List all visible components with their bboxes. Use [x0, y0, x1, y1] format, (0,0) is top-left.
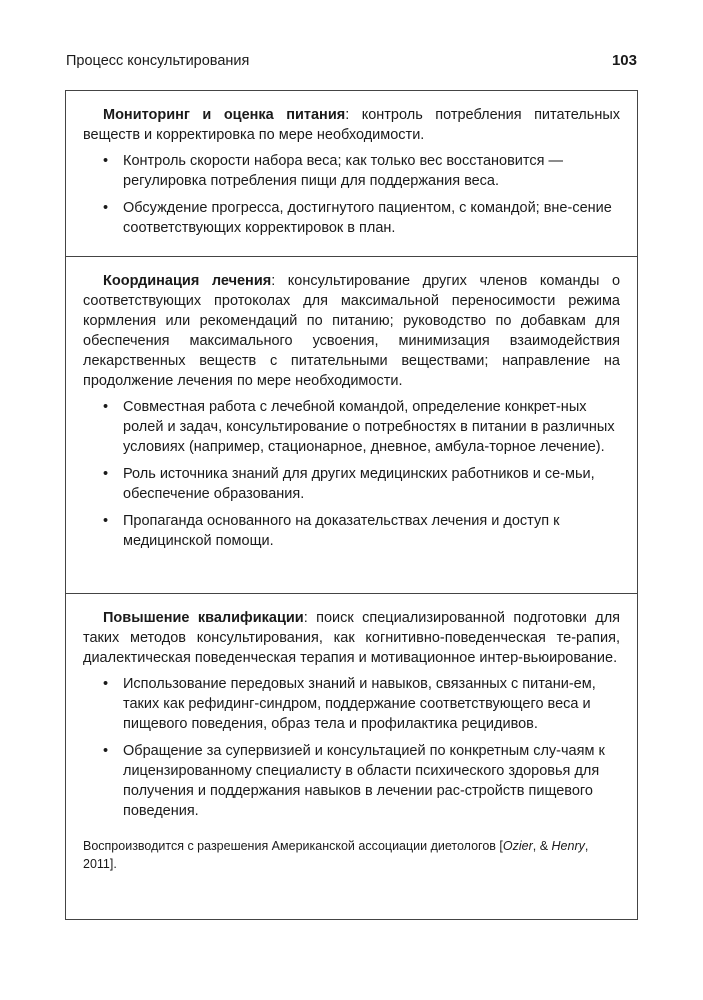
list-item — [83, 511, 620, 551]
source-note-prefix: Воспроизводится с разрешения Американской ассоциации диетологов [ — [83, 839, 503, 853]
list-item — [83, 674, 620, 734]
bullet-icon: • — [103, 399, 109, 415]
section-care-coordination — [66, 257, 637, 594]
section-definition: : контроль потребления питательных веществ и корректировка по мере необходимости. — [83, 107, 621, 143]
source-note — [83, 837, 620, 873]
bullet-icon: • — [103, 513, 109, 529]
list-item-text: Обсуждение прогресса, достигнутого пациентом, с командой; вне-сение соответствующих корректировок в план. — [123, 200, 612, 236]
running-header — [66, 52, 637, 72]
list-item-text: Пропаганда основанного на доказательствах лечения и доступ к медицинской помощи. — [123, 513, 560, 549]
bullet-icon: • — [103, 200, 109, 216]
bullet-icon: • — [103, 743, 109, 759]
section-definition: : консультирование других членов команды о соответствующих протоколах для максимальной переносимости режима кормления или рекомендаций по питанию; руководство по добавкам для обеспечения максимального усвоения, минимизация взаимодействия лекарственных веществ с питательными веществами; направление на продолжение лечения по мере необходимости. — [83, 273, 621, 389]
list-item-text: Совместная работа с лечебной командой, определение конкрет-ных ролей и задач, консультирование о потребностях в питании в различных условиях (например, стационарное, дневное, амбула-торное лечение). — [123, 399, 615, 455]
bullet-list — [83, 674, 620, 821]
list-item-text: Контроль скорости набора веса; как только вес восстановится — регулировка потребления пищи для поддержания веса. — [123, 153, 564, 189]
bullet-icon: • — [103, 466, 109, 482]
source-note-suffix: , 2011]. — [83, 839, 589, 871]
source-note-mid: , & — [532, 839, 552, 853]
bullet-icon: • — [103, 676, 109, 692]
section-lead — [83, 271, 620, 391]
section-lead — [83, 105, 620, 145]
source-note-author2: Henry — [551, 839, 585, 853]
list-item-text: Использование передовых знаний и навыков, связанных с питани-ем, таких как рефидинг-синдром, поддержание соответствующего веса и пищевого поведения, образ тела и профилактика рецидивов. — [123, 676, 596, 732]
bullet-list — [83, 397, 620, 551]
section-definition: : поиск специализированной подготовки для таких методов консультирования, как когнитивно-поведенческая те-рапия, диалектическая поведенческая терапия и мотивационное интер-вьюирование. — [83, 610, 621, 666]
section-term: Мониторинг и оценка питания — [103, 107, 346, 123]
section-professional-development — [66, 594, 637, 921]
list-item — [83, 397, 620, 457]
bullet-icon: • — [103, 153, 109, 169]
list-item — [83, 151, 620, 191]
list-item — [83, 741, 620, 821]
list-item — [83, 198, 620, 238]
list-item-text: Обращение за супервизией и консультацией по конкретным слу-чаям к лицензированному специалисту в области психического здоровья для получения и поддержания навыков в лечении рас-стройств пищевого поведения. — [123, 743, 605, 819]
bullet-list — [83, 151, 620, 238]
section-nutrition-monitoring — [66, 91, 637, 257]
list-item-text: Роль источника знаний для других медицинских работников и се-мьи, обеспечение образования. — [123, 466, 595, 502]
page-number: 103 — [611, 52, 637, 69]
section-term: Координация лечения — [103, 273, 272, 289]
source-note-author1: Ozier — [502, 839, 533, 853]
list-item — [83, 464, 620, 504]
section-term: Повышение квалификации — [103, 610, 304, 626]
content-table — [65, 90, 638, 920]
running-title: Процесс консультирования — [66, 53, 250, 69]
section-lead — [83, 608, 620, 668]
